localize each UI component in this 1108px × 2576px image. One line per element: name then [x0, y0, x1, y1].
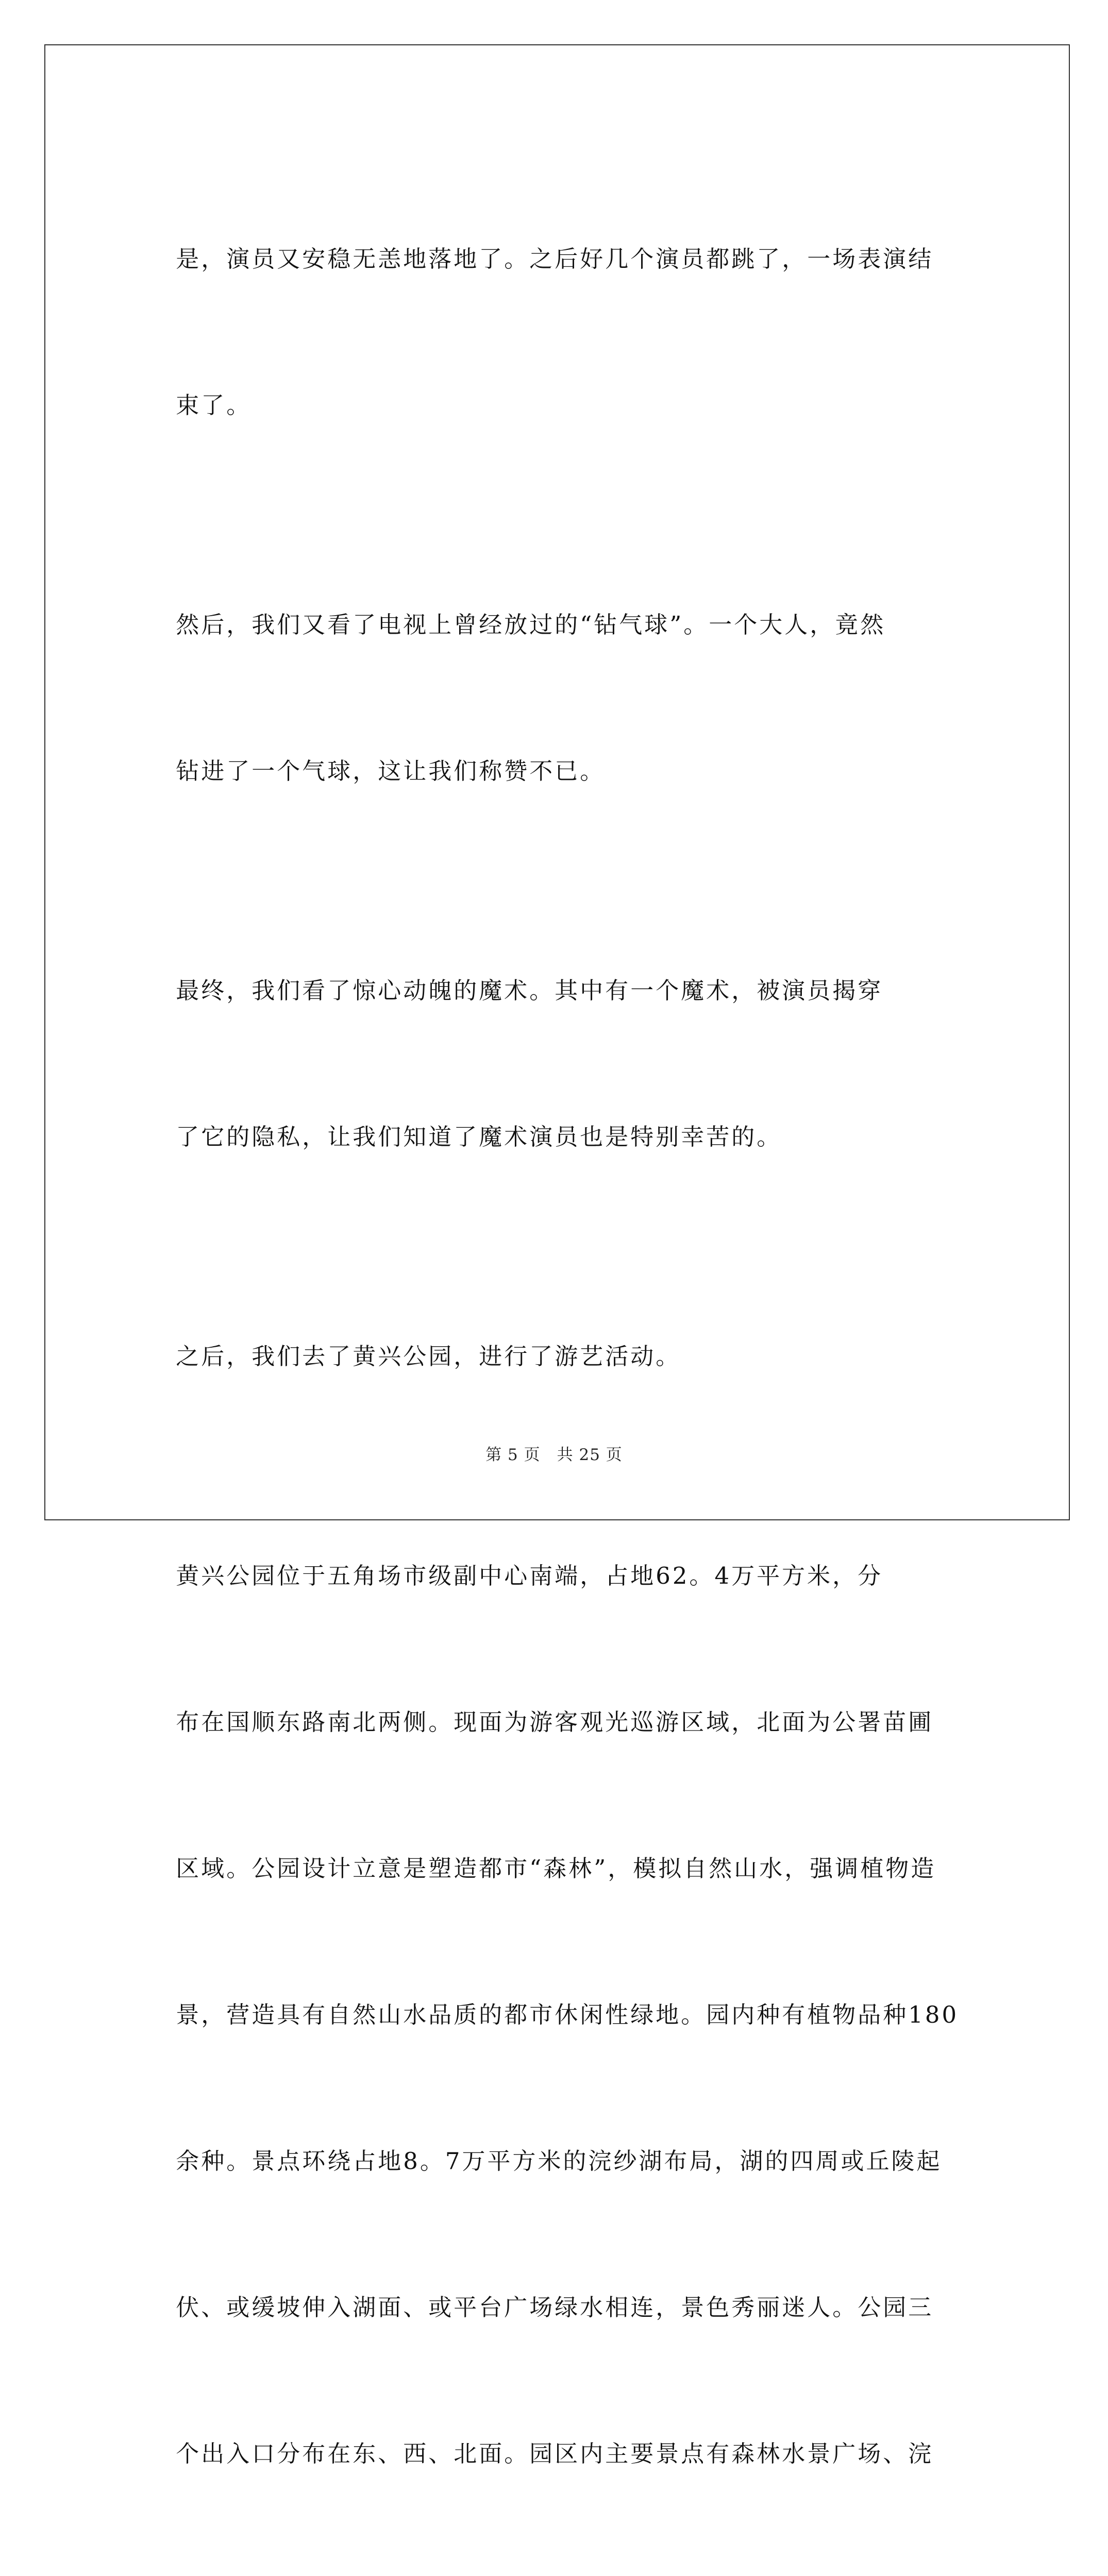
line: 束了。 — [176, 392, 252, 419]
paragraph-3 — [138, 881, 983, 1247]
line: 钻进了一个气球，这让我们称赞不已。 — [176, 757, 606, 785]
line: 景，营造具有自然山水品质的都市休闲性绿地。园内种有植物品种180 — [176, 2001, 959, 2028]
line: 区域。公园设计立意是塑造都市“森林”，模拟自然山水，强调植物造 — [176, 1855, 936, 1882]
paragraph-2 — [138, 515, 983, 881]
line: 余种。景点环绕占地8。7万平方米的浣纱湖布局，湖的四周或丘陵起 — [176, 2147, 942, 2175]
line: 之后，我们去了黄兴公园，进行了游艺活动。 — [176, 1343, 681, 1370]
paragraph-5 — [138, 1466, 983, 2576]
paragraph-1 — [138, 149, 983, 515]
line: 个出入口分布在东、西、北面。园区内主要景点有森林水景广场、浣 — [176, 2440, 934, 2467]
line: 了它的隐私，让我们知道了魔术演员也是特别幸苦的。 — [176, 1123, 782, 1150]
paragraph-4 — [138, 1247, 983, 1466]
line: 黄兴公园位于五角场市级副中心南端，占地62。4万平方米，分 — [176, 1562, 883, 1589]
line: 是，演员又安稳无恙地落地了。之后好几个演员都跳了，一场表演结 — [176, 245, 934, 273]
line: 然后，我们又看了电视上曾经放过的“钻气球”。一个大人，竟然 — [176, 611, 886, 638]
line: 布在国顺东路南北两侧。现面为游客观光巡游区域，北面为公署苗圃 — [176, 1708, 934, 1736]
page-number-footer: 第 5 页 共 25 页 — [485, 1446, 623, 1464]
line: 伏、或缓坡伸入湖面、或平台广场绿水相连，景色秀丽迷人。公园三 — [176, 2294, 934, 2321]
document-body — [138, 149, 983, 2576]
line: 最终，我们看了惊心动魄的魔术。其中有一个魔术，被演员揭穿 — [176, 977, 883, 1004]
